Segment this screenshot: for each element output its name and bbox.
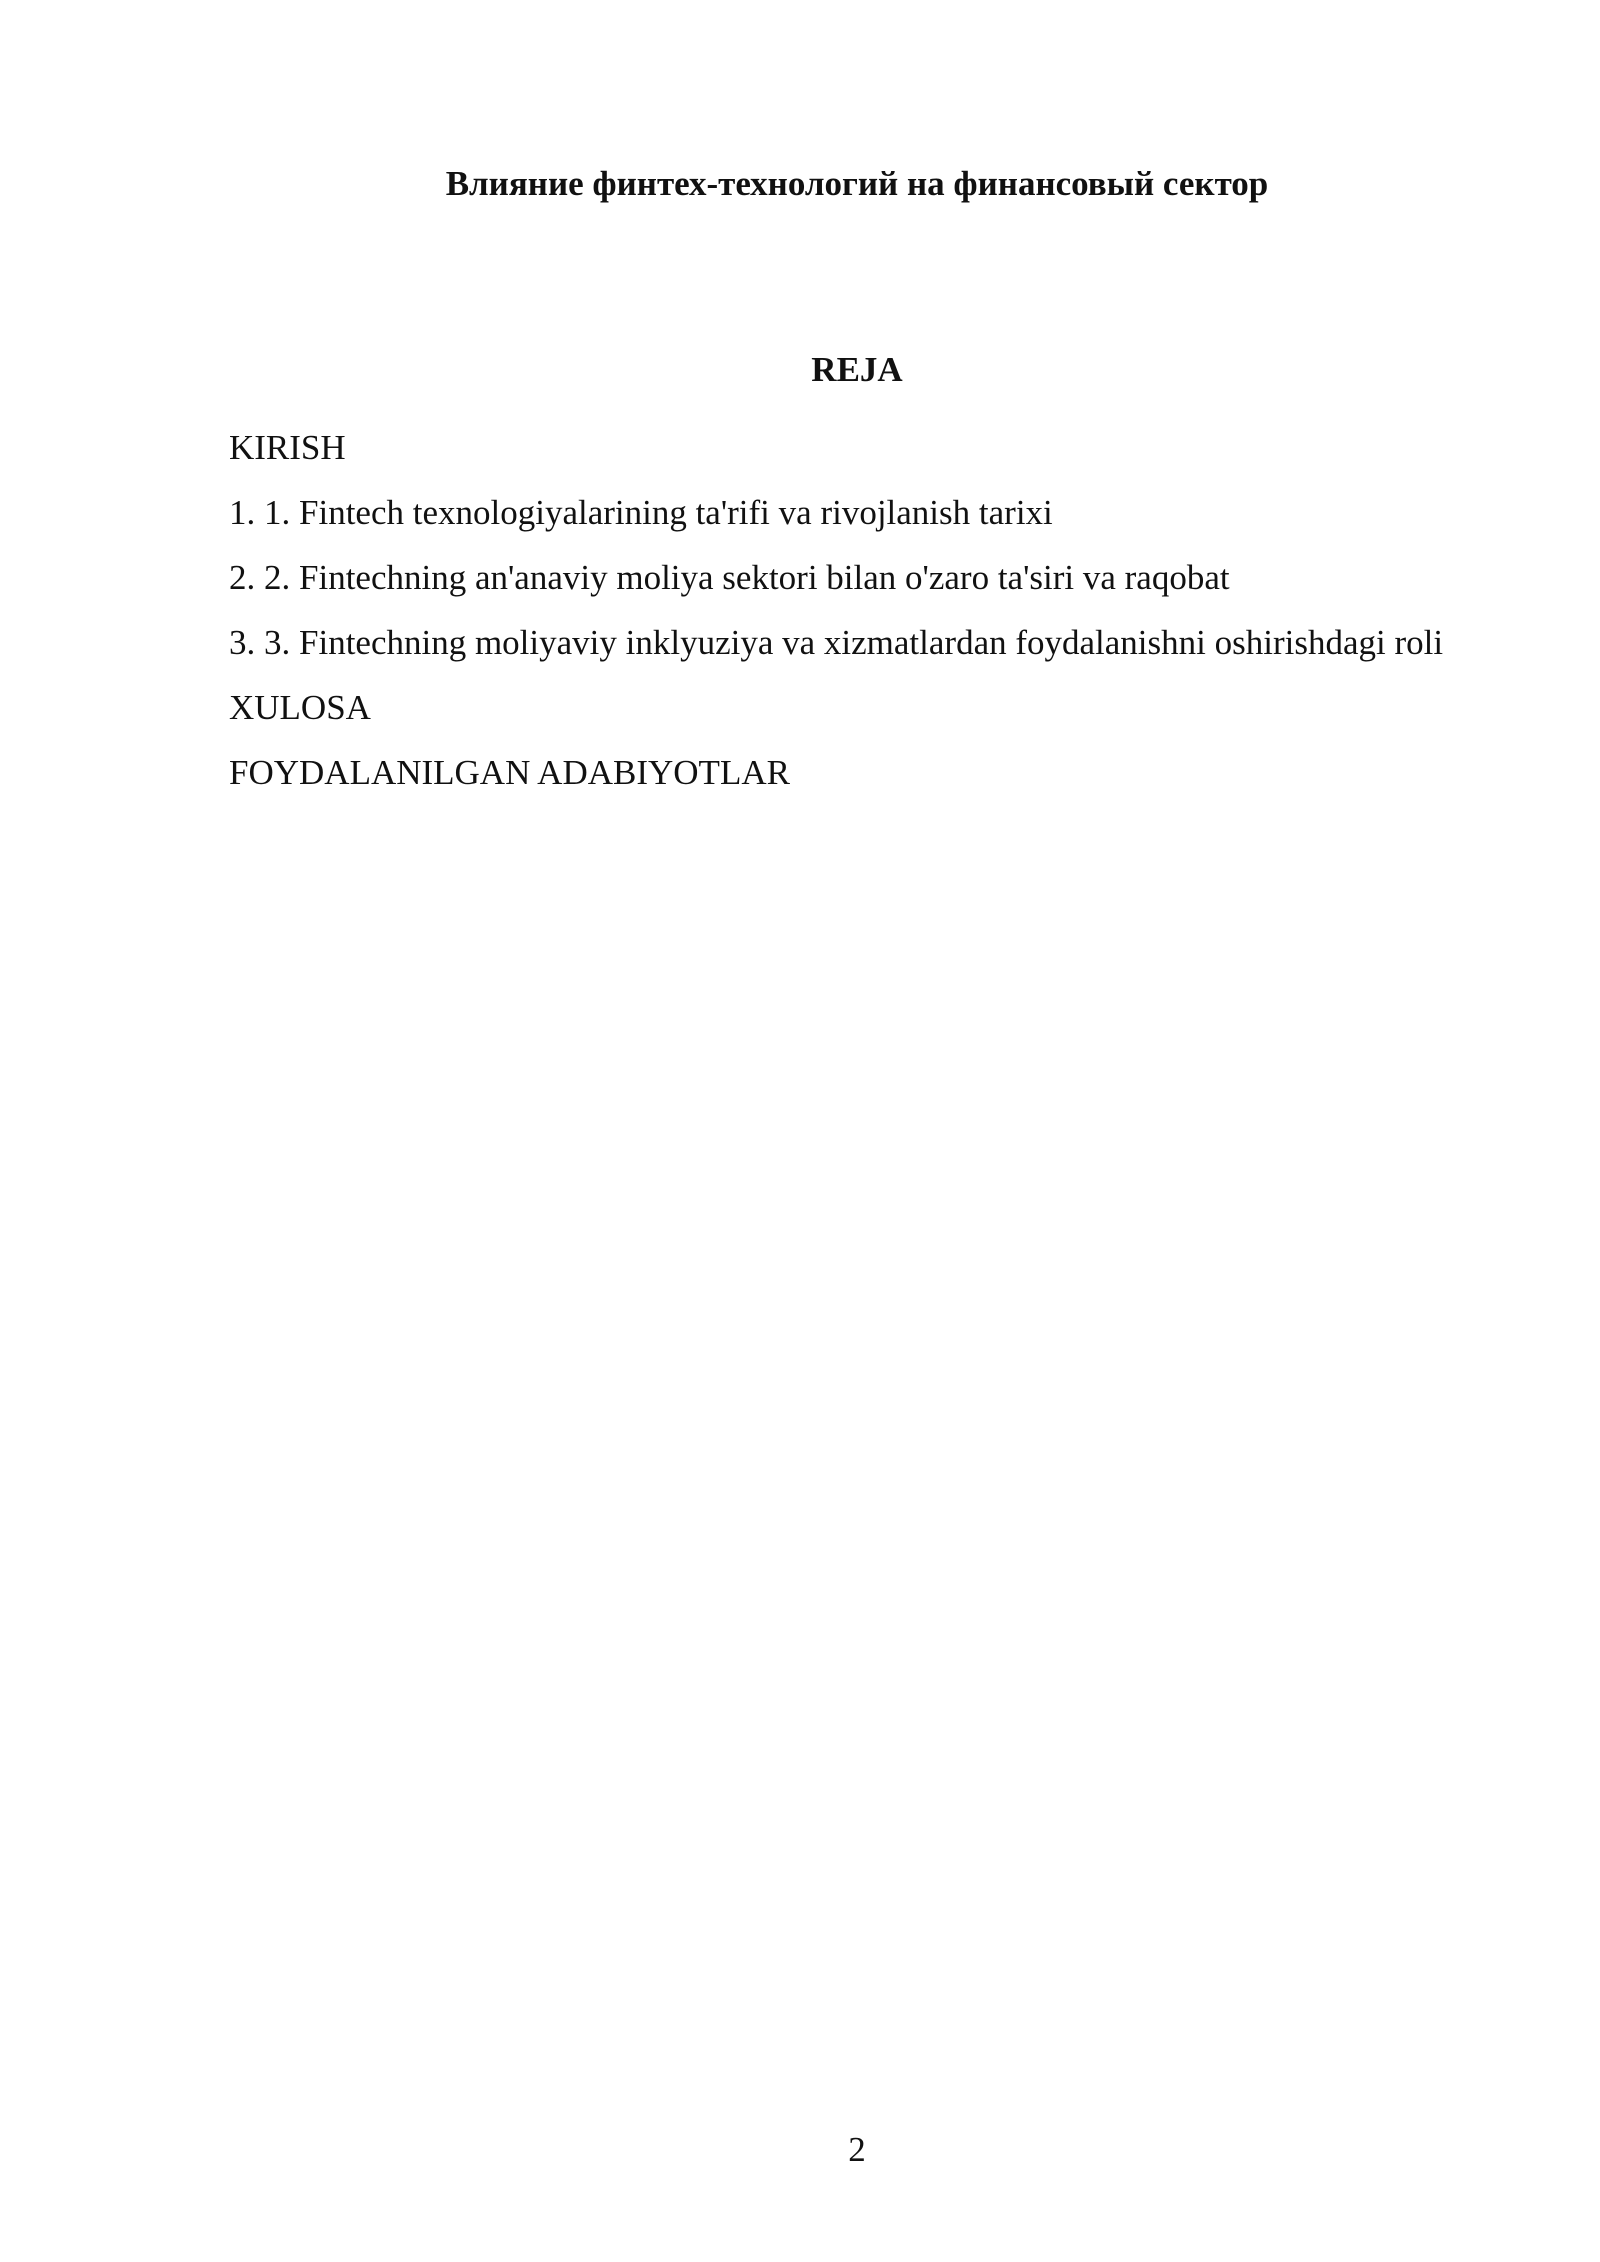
toc-item-references: FOYDALANILGAN ADABIYOTLAR (229, 753, 790, 792)
table-of-contents (229, 420, 1479, 810)
toc-item-chapter-3: 3. 3. Fintechning moliyaviy inklyuziya va xizmatlardan foydalanishni oshirishdagi roli (229, 623, 1444, 662)
plan-heading: REJA (811, 350, 903, 389)
toc-item-chapter-2: 2. 2. Fintechning an'anaviy moliya sektori bilan o'zaro ta'siri va raqobat (229, 558, 1230, 597)
document-title: Влияние финтех-технологий на финансовый сектор (445, 164, 1269, 203)
toc-item-conclusion: XULOSA (229, 688, 371, 727)
toc-item-introduction: KIRISH (229, 428, 346, 467)
toc-item-chapter-1: 1. 1. Fintech texnologiyalarining ta'rifi va rivojlanish tarixi (229, 493, 1053, 532)
page-number: 2 (848, 2130, 866, 2169)
